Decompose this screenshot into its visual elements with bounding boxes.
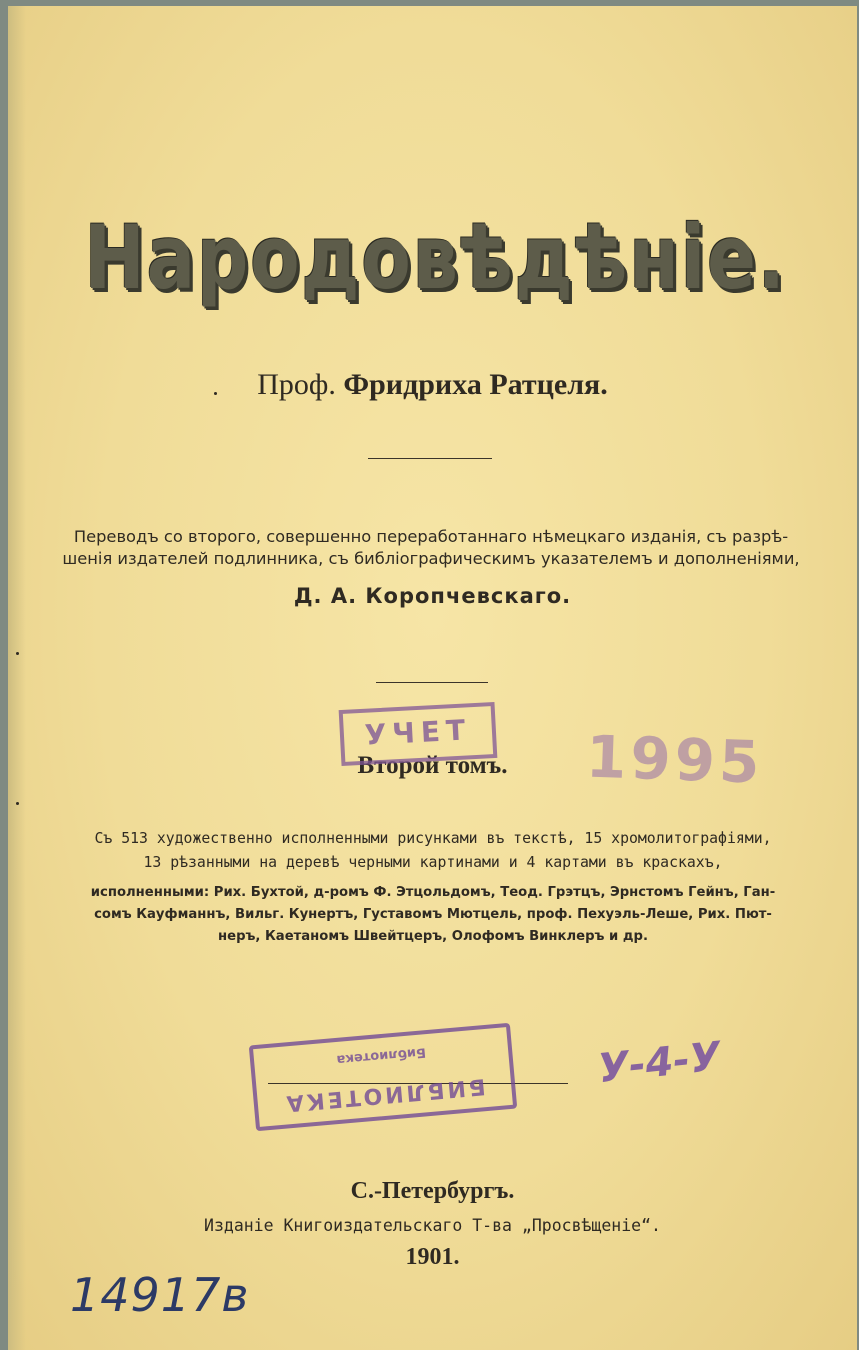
divider-rule <box>368 458 492 459</box>
uchet-stamp <box>339 702 498 766</box>
translation-note <box>56 526 806 570</box>
artists-line: исполненными: Рих. Бухтой, д-ромъ Ф. Этцольдомъ, Теод. Грэтцъ, Эрнстомъ Гейнъ, Ган- <box>90 885 776 900</box>
library-stamp <box>249 1023 517 1132</box>
author-line <box>8 368 857 402</box>
library-stamp-top-text: Библиотека <box>335 1044 427 1067</box>
artists-note <box>48 882 818 948</box>
translator-name: Д. А. Коропчевскаго. <box>293 584 572 608</box>
handwritten-inventory-number: 14917в <box>70 1268 250 1322</box>
artists-line: сомъ Кауфманнъ, Вильг. Кунертъ, Густавомъ Мютцель, проф. Пехуэль-Леше, Рих. Пют- <box>94 907 772 922</box>
author-prefix: Проф. <box>257 368 336 401</box>
ink-speck <box>16 802 19 805</box>
ink-speck <box>16 652 19 655</box>
uchet-stamp-text: УЧЕТ <box>363 713 472 752</box>
illustrations-line: 13 рѣзанными на деревѣ черными картинами и 4 картами въ краскахъ, <box>143 854 723 871</box>
page-edge-shadow <box>8 6 26 1350</box>
imprint-city: С.-Петербургъ. <box>350 1178 515 1204</box>
illustrations-note <box>48 827 818 875</box>
author-name: Фридриха Ратцеля. <box>343 368 608 401</box>
volume-label: Второй томъ. <box>357 752 508 779</box>
imprint-year: 1901. <box>405 1244 460 1270</box>
translation-line: шенія издателей подлинника, съ библіографическимъ указателемъ и дополненіями, <box>62 549 800 568</box>
illustrations-line: Съ 513 художественно исполненными рисунками въ текстѣ, 15 хромолитографіями, <box>94 830 772 847</box>
translation-line: Переводъ со второго, совершенно переработаннаго нѣмецкаго изданія, съ разрѣ- <box>73 527 789 546</box>
divider-rule <box>376 682 488 683</box>
book-title: Народовѣдѣніе. <box>84 206 787 309</box>
library-stamp-main-text: БИБЛИОТЕКА <box>282 1073 487 1116</box>
artists-line: неръ, Каетаномъ Швейтцеръ, Олофомъ Винклеръ и др. <box>218 929 648 944</box>
inventory-number-stamp: 1995 <box>584 722 765 797</box>
shelf-code-stamp: У-4-У <box>595 1033 723 1093</box>
title-page <box>8 6 857 1350</box>
imprint-publisher: Изданіе Книгоиздательскаго Т-ва „Просвѣщеніе“. <box>204 1216 661 1235</box>
ink-speck <box>214 392 217 395</box>
